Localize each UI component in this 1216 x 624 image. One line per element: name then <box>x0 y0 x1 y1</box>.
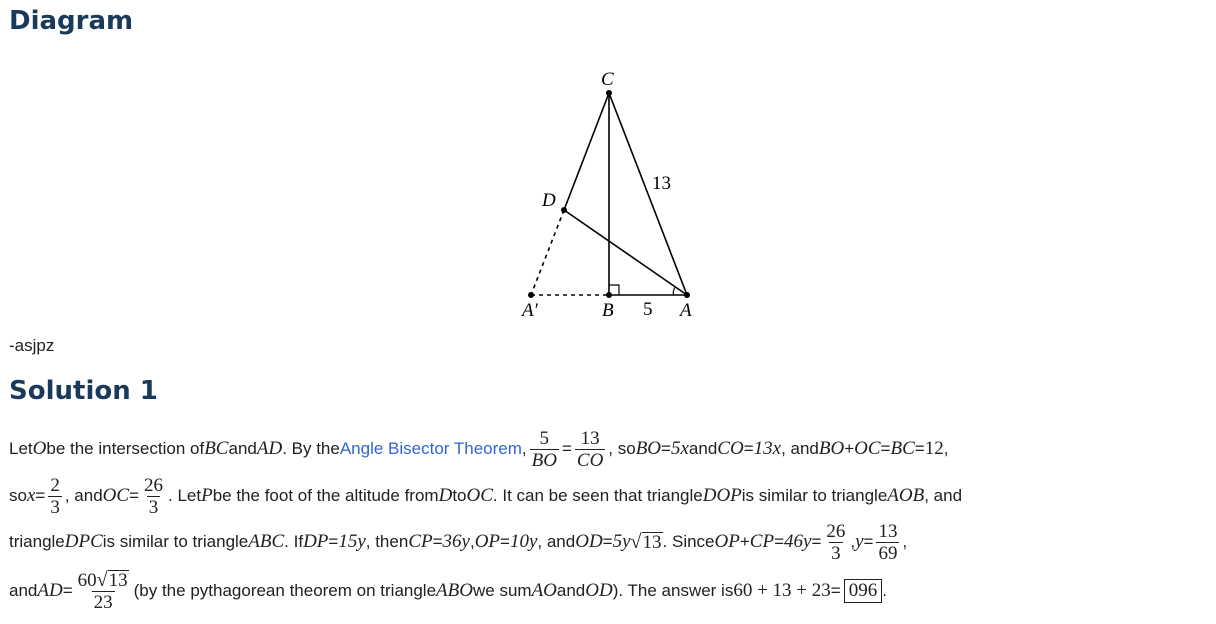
point-a-prime <box>528 292 534 298</box>
diagram-heading: Diagram <box>9 6 134 36</box>
segment-da-prime <box>531 210 564 295</box>
point-a <box>684 292 690 298</box>
label-c: C <box>601 69 614 90</box>
angle-bisector-theorem-link[interactable]: Angle Bisector Theorem <box>339 439 522 458</box>
square-root: √ 13 <box>630 531 662 553</box>
solution-line-3: triangle DPC is similar to triangle ABC . If DP = 15y , then CP = 36y , OP = 10y , and OD = 5y √ 13 . Since OP + CP = 46y = $\frac{26}{3}$ , y = $\frac{13}{69}$ , <box>9 520 908 564</box>
answer-box: 096 <box>844 579 883 603</box>
solution-line-1: Let O be the intersection of BC and AD . By the Angle Bisector Theorem , $\frac{5}{BO}$ = $\frac{13}{CO}$ , so BO = 5x and CO = 13x , and BO + OC = BC = 12 , <box>9 427 949 471</box>
label-a-prime: A′ <box>522 300 538 321</box>
fraction: $\frac{13}{CO}$ <box>576 427 604 471</box>
point-d <box>561 207 567 213</box>
square-root: √ 13 <box>96 568 128 591</box>
label-a: A <box>680 300 692 321</box>
credit-text: -asjpz <box>9 336 55 355</box>
segment-ca <box>609 93 687 295</box>
fraction: $\frac{2}{3}$ <box>50 474 60 518</box>
label-b: B <box>602 300 614 321</box>
fraction: $\frac{26}{3}$ <box>144 474 163 518</box>
segment-da <box>564 210 687 295</box>
solution-line-2: so x = $\frac{2}{3}$ , and OC = $\frac{26}{3}$ . Let P be the foot of the altitude from D to OC . It can be seen that triangle DOP is similar to triangle AOB , and <box>9 474 963 518</box>
point-c <box>606 90 612 96</box>
segment-cd <box>564 93 609 210</box>
label-5: 5 <box>643 299 653 320</box>
fraction: $\frac{26}{3}$ <box>826 520 846 564</box>
angle-bisector-mark <box>673 287 675 295</box>
point-b <box>606 292 612 298</box>
fraction: 60 √ 13 23 <box>77 568 128 613</box>
label-13: 13 <box>652 173 671 194</box>
solution-heading: Solution 1 <box>9 376 158 406</box>
triangle-diagram <box>510 62 710 322</box>
fraction: $\frac{13}{69}$ <box>878 520 898 564</box>
solution-line-4: and AD = 60 √ 13 23 (by the pythagorean theorem on triangle ABO we sum AO and OD ). The answer is 60 + 13 + 23 = 096 . <box>9 568 887 613</box>
label-d: D <box>542 190 556 211</box>
fraction: $\frac{5}{BO}$ <box>531 427 557 471</box>
